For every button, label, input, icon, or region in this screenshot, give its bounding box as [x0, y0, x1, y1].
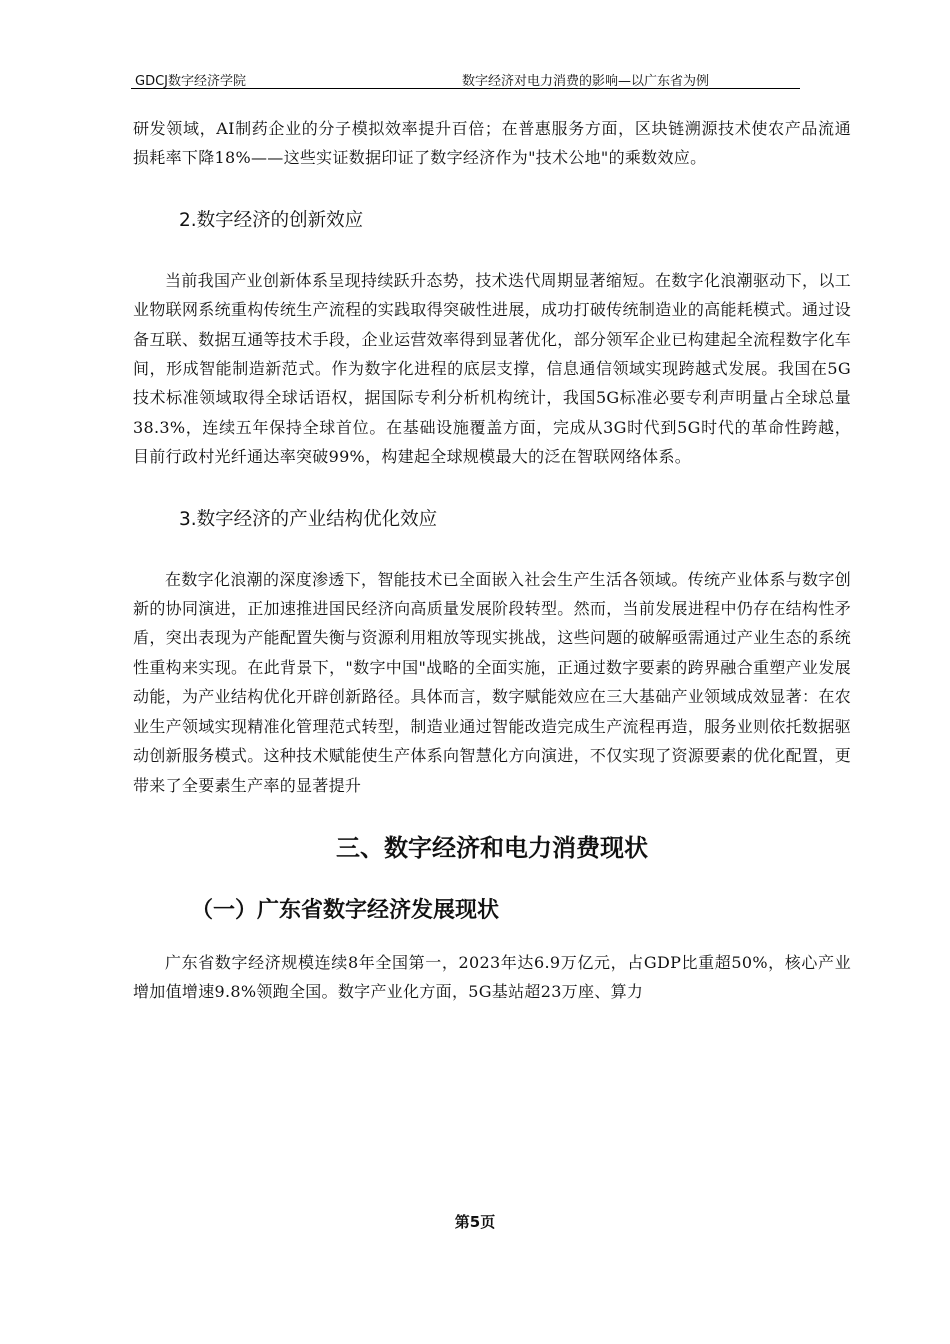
section-title: 三、数字经济和电力消费现状 [336, 833, 648, 862]
running-header-left: GDCJ数字经济学院 [135, 74, 246, 89]
paragraph-innovation: 当前我国产业创新体系呈现持续跃升态势，技术迭代周期显著缩短。在数字化浪潮驱动下，以工业物联网系统重构传统生产流程的实践取得突破性进展，成功打破传统制造业的高能耗模式。通过设备互联、数据互通等技术手段，企业运营效率得到显著优化，部分领军企业已构建起全流程数字化车间，形成智能制造新范式。作为数字化进程的底层支撑，信息通信领域实现跨越式发展。我国在5G技术标准领域取得全球话语权，据国际专利分析机构统计，我国5G标准必要专利声明量占全球总量38.3%，连续五年保持全球首位。在基础设施覆盖方面，完成从3G时代到5G时代的革命性跨越，目前行政村光纤通达率突破99%，构建起全球规模最大的泛在智联网络体系。 [133, 270, 851, 467]
paragraph-continued: 研发领域，AI制药企业的分子模拟效率提升百倍；在普惠服务方面，区块链溯源技术使农产品流通损耗率下降18%——这些实证数据印证了数字经济作为"技术公地"的乘数效应。 [133, 119, 851, 168]
heading-innovation-effect: 2.数字经济的创新效应 [179, 209, 364, 231]
header-divider [131, 88, 800, 89]
running-header-right: 数字经济对电力消费的影响—以广东省为例 [462, 74, 710, 89]
heading-structure-effect: 3.数字经济的产业结构优化效应 [179, 508, 438, 530]
paragraph-guangdong: 广东省数字经济规模连续8年全国第一，2023年达6.9万亿元，占GDP比重超50%，核心产业增加值增速9.8%领跑全国。数字产业化方面，5G基站超23万座、算力 [133, 952, 851, 1002]
page-body [133, 114, 851, 1007]
page-number: 第5页 [454, 1213, 496, 1231]
subsection-title: （一）广东省数字经济发展现状 [191, 897, 500, 923]
paragraph-structure: 在数字化浪潮的深度渗透下，智能技术已全面嵌入社会生产生活各领域。传统产业体系与数字创新的协同演进，正加速推进国民经济向高质量发展阶段转型。然而，当前发展进程中仍存在结构性矛盾，突出表现为产能配置失衡与资源利用粗放等现实挑战，这些问题的破解亟需通过产业生态的系统性重构来实现。在此背景下，"数字中国"战略的全面实施，正通过数字要素的跨界融合重塑产业发展动能，为产业结构优化开辟创新路径。具体而言，数字赋能效应在三大基础产业领域成效显著：在农业生产领域实现精准化管理范式转型，制造业通过智能改造完成生产流程再造，服务业则依托数据驱动创新服务模式。这种技术赋能使生产体系向智慧化方向演进，不仅实现了资源要素的优化配置，更带来了全要素生产率的显著提升 [133, 569, 851, 795]
